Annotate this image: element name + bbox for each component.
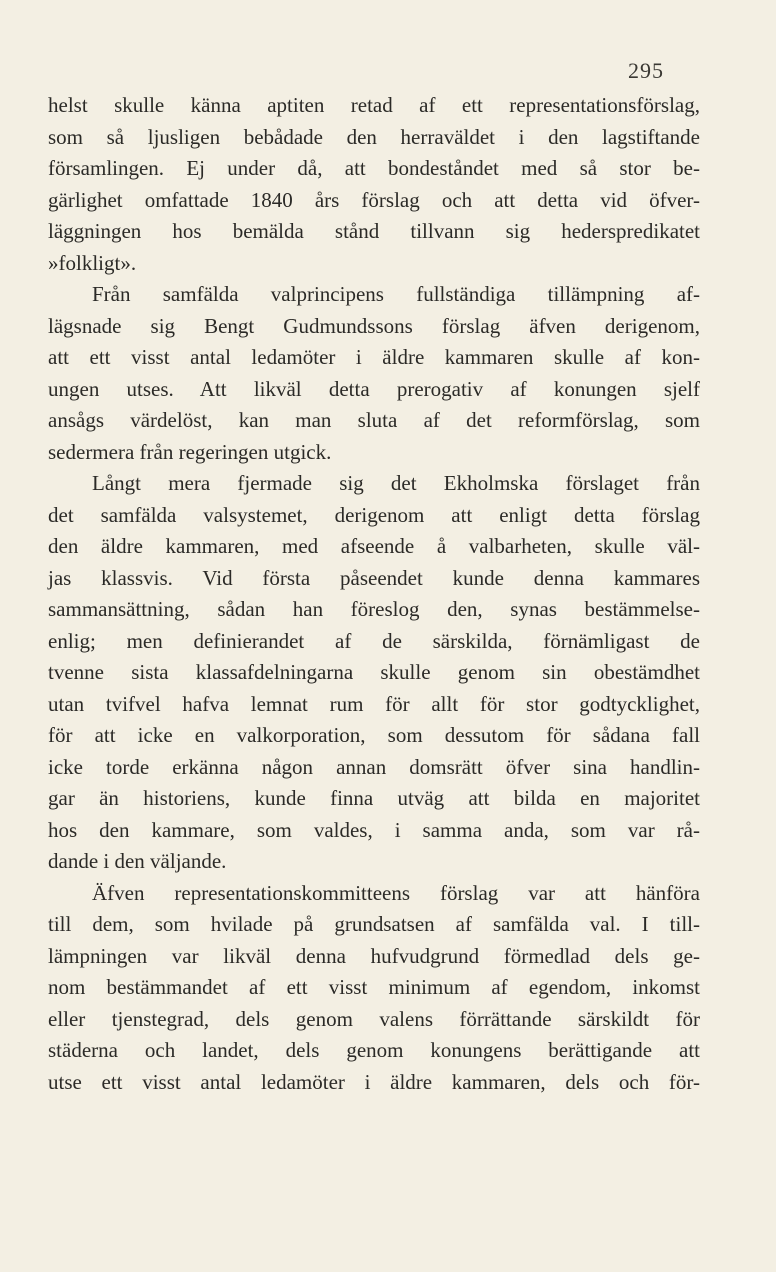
text-line: det samfälda valsystemet, derigenom att enligt detta förslag <box>48 502 700 527</box>
text-line: Äfven representationskommitteens förslag var att hänföra <box>92 880 700 905</box>
text-line: jas klassvis. Vid första påseendet kunde denna kammares <box>48 565 700 590</box>
text-line: sedermera från regeringen utgick. <box>48 439 332 464</box>
text-line: Från samfälda valprincipens fullständiga tillämpning af- <box>92 282 700 306</box>
body-text <box>48 90 700 1098</box>
text-line: församlingen. Ej under då, att bondeståndet med så stor be- <box>48 156 700 180</box>
page-number: 295 <box>628 58 664 83</box>
paragraph <box>48 468 700 878</box>
text-line: läggningen hos bemälda stånd tillvann sig hederspredikatet <box>48 219 700 243</box>
text-line: Långt mera fjermade sig det Ekholmska förslaget från <box>92 471 700 495</box>
text-line: eller tjenstegrad, dels genom valens förrättande särskildt för <box>48 1006 700 1031</box>
text-line: »folkligt». <box>48 250 137 275</box>
text-line: utse ett visst antal ledamöter i äldre kammaren, dels och för- <box>48 1069 700 1094</box>
text-line: lämpningen var likväl denna hufvudgrund förmedlad dels ge- <box>48 943 700 968</box>
text-line: till dem, som hvilade på grundsatsen af samfälda val. I till- <box>48 912 700 936</box>
text-line: städerna och landet, dels genom konungens berättigande att <box>48 1038 700 1062</box>
text-line: helst skulle känna aptiten retad af ett representationsförslag, <box>48 93 700 117</box>
text-line: utan tvifvel hafva lemnat rum för allt för stor godtycklighet, <box>48 691 700 716</box>
text-line: att ett visst antal ledamöter i äldre kammaren skulle af kon- <box>48 345 700 369</box>
text-line: den äldre kammaren, med afseende å valbarheten, skulle väl- <box>48 534 700 558</box>
paragraph <box>48 878 700 1099</box>
text-line: enlig; men definierandet af de särskilda, förnämligast de <box>48 628 700 653</box>
text-line: gar än historiens, kunde finna utväg att bilda en majoritet <box>48 786 700 810</box>
paragraph <box>48 90 700 279</box>
text-line: tvenne sista klassafdelningarna skulle genom sin obestämdhet <box>48 660 700 684</box>
text-line: ungen utses. Att likväl detta prerogativ af konungen sjelf <box>48 376 700 401</box>
text-line: som så ljusligen bebådade den herraväldet i den lagstiftande <box>48 124 700 149</box>
text-line: dande i den väljande. <box>48 849 227 873</box>
text-line: ansågs värdelöst, kan man sluta af det reformförslag, som <box>48 408 700 432</box>
text-line: för att icke en valkorporation, som dessutom för sådana fall <box>48 723 700 747</box>
text-line: nom bestämmandet af ett visst minimum af egendom, inkomst <box>48 975 700 999</box>
paragraph <box>48 279 700 468</box>
text-line: lägsnade sig Bengt Gudmundssons förslag äfven derigenom, <box>48 313 700 338</box>
text-line: hos den kammare, som valdes, i samma anda, som var rå- <box>48 817 700 842</box>
text-line: gärlighet omfattade 1840 års förslag och att detta vid öfver- <box>48 187 700 212</box>
text-line: sammansättning, sådan han föreslog den, synas bestämmelse- <box>48 597 700 621</box>
text-line: icke torde erkänna någon annan domsrätt öfver sina handlin- <box>48 754 700 779</box>
